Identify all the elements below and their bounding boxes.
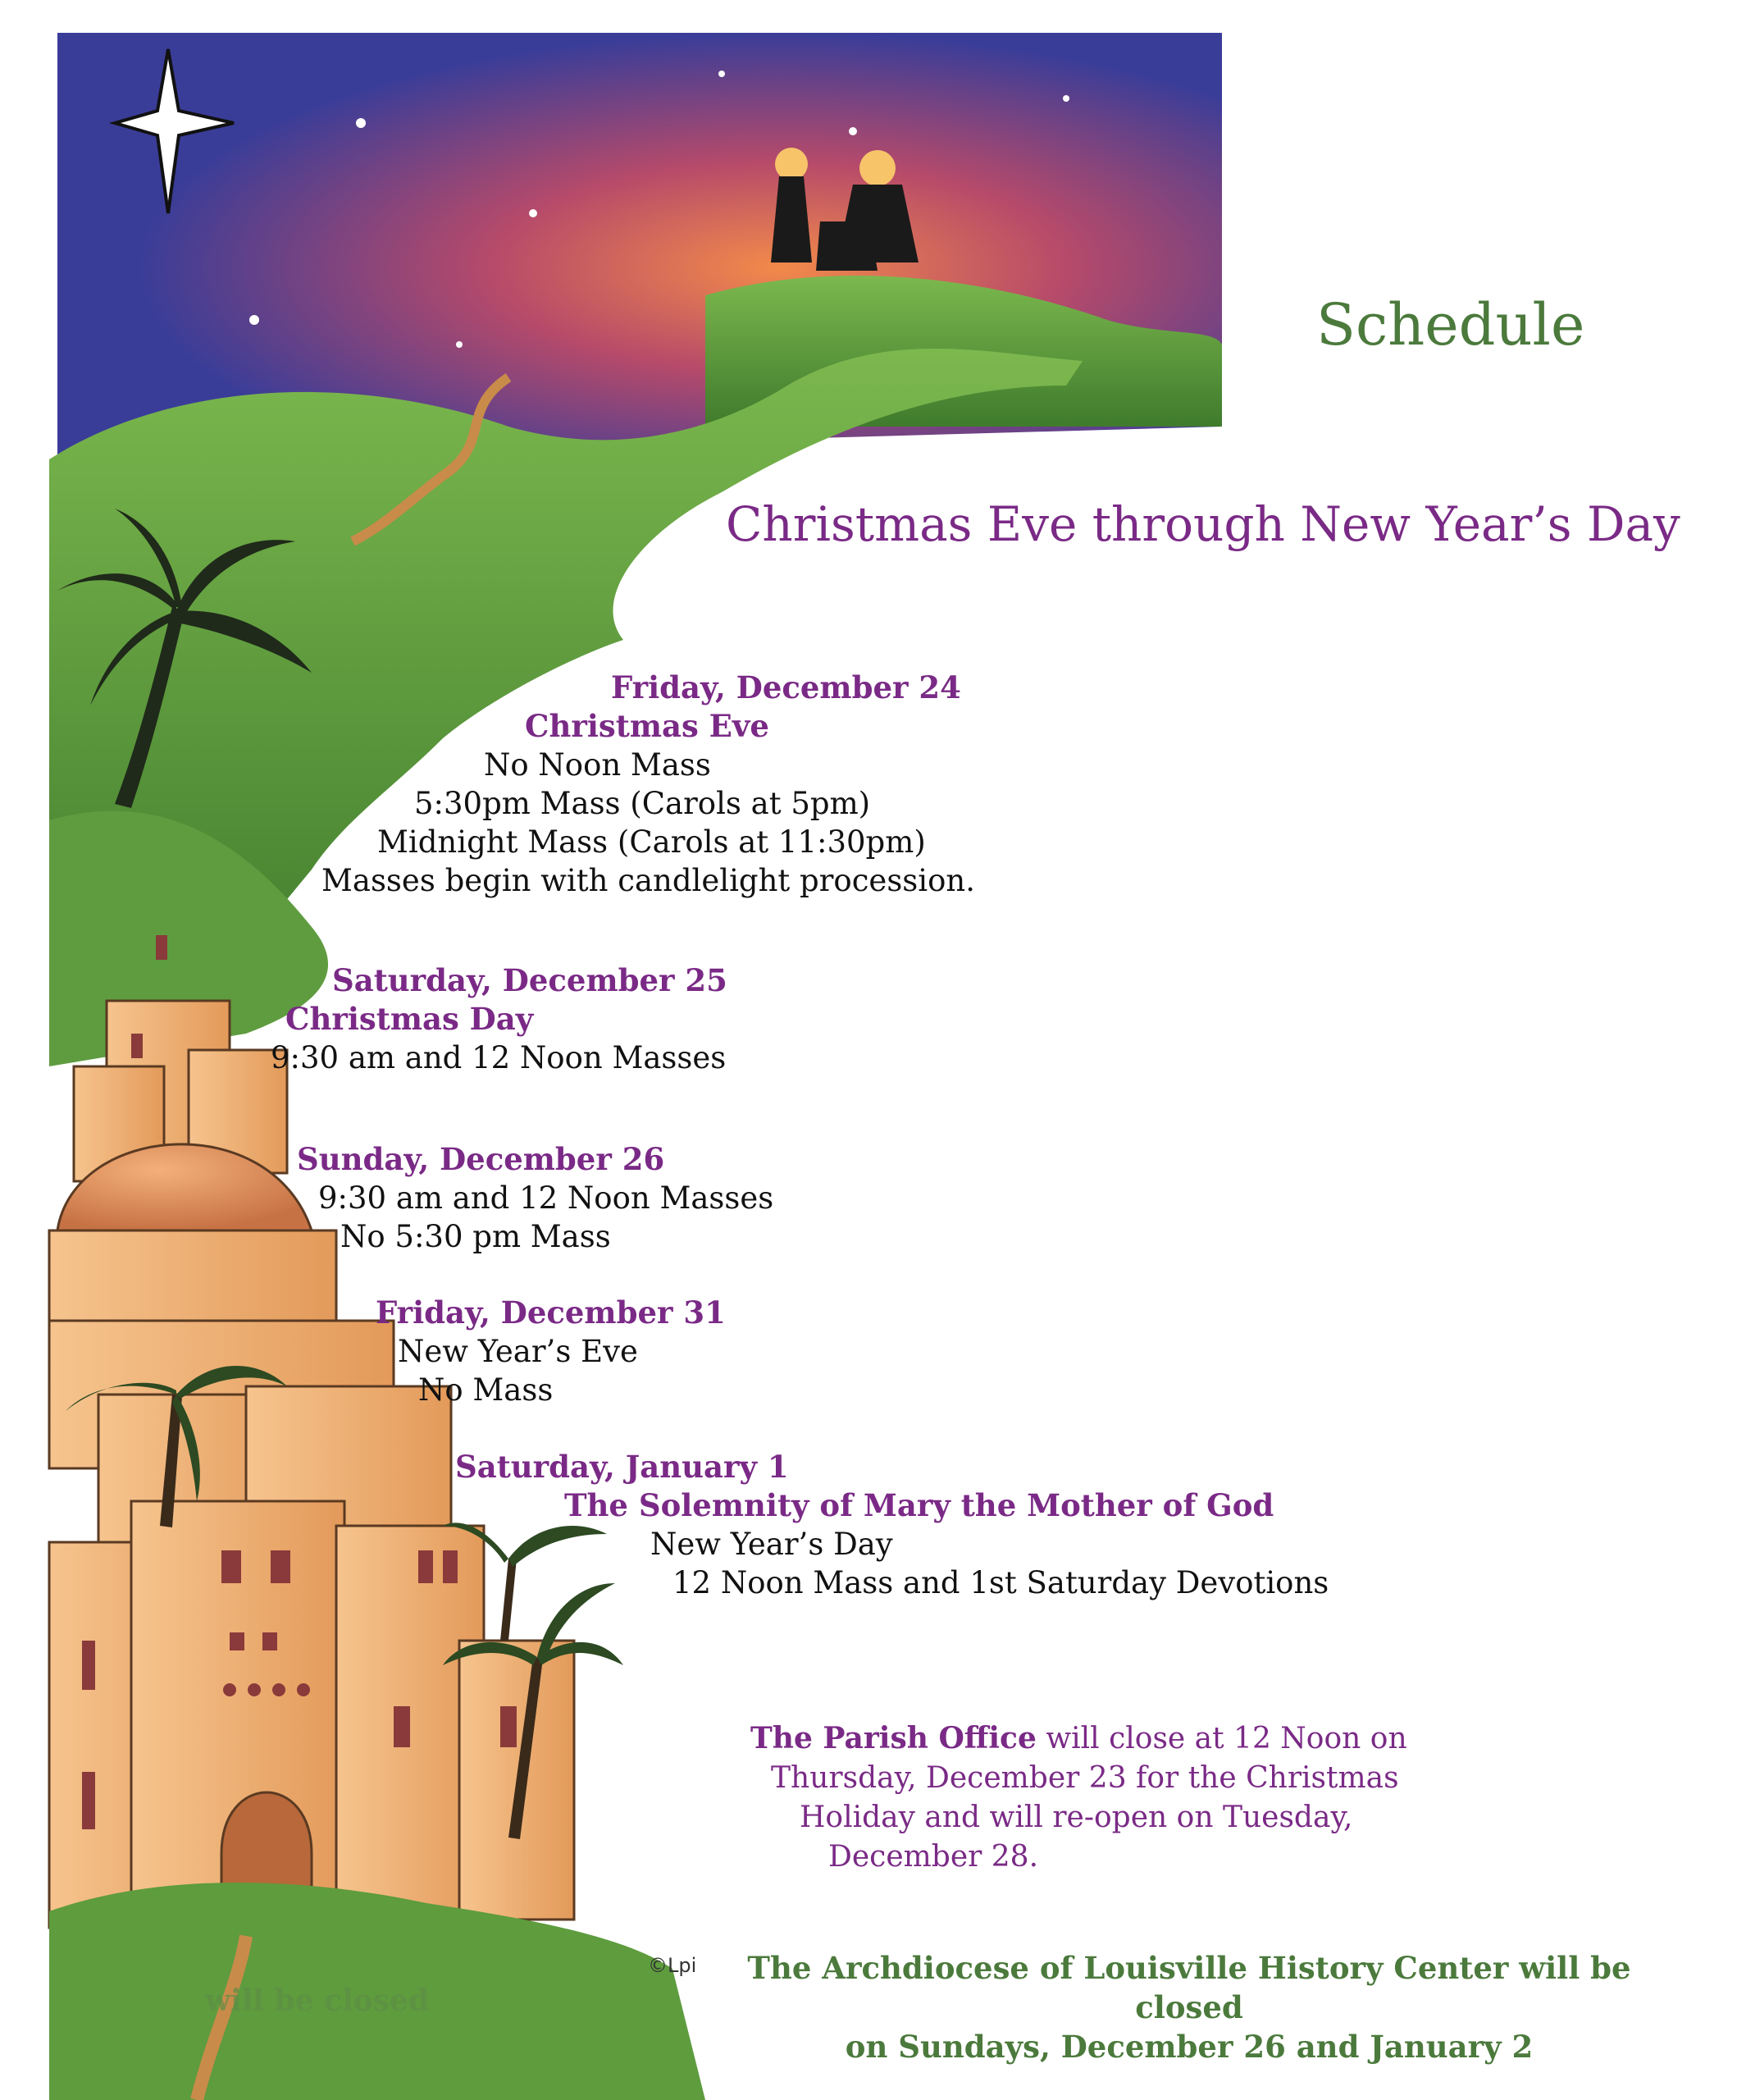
schedule-line: 5:30pm Mass (Carols at 5pm)	[414, 786, 871, 821]
date-range-title: Christmas Eve through New Year’s Day	[726, 496, 1680, 552]
faded-text: will be closed	[205, 1984, 430, 2018]
parish-office-label: The Parish Office	[750, 1721, 1037, 1755]
history-line: on Sundays, December 26 and January 2	[845, 2029, 1534, 2065]
schedule-line: 12 Noon Mass and 1st Saturday Devotions	[672, 1565, 1329, 1600]
parish-office-notice	[750, 1719, 1456, 1877]
schedule-line: 9:30 am and 12 Noon Masses	[318, 1180, 774, 1216]
copyright-mark: ©Lpi	[648, 1954, 697, 1977]
day-name: The Solemnity of Mary the Mother of God	[564, 1487, 1274, 1523]
schedule-line: No 5:30 pm Mass	[340, 1219, 611, 1254]
schedule-line: No Noon Mass	[484, 747, 711, 783]
schedule-line: No Mass	[418, 1372, 554, 1408]
schedule-line: 9:30 am and 12 Noon Masses	[271, 1040, 727, 1075]
bethlehem-city	[49, 935, 574, 1936]
notice-line: Holiday and will re-open on Tuesday,	[800, 1801, 1353, 1834]
day-date: Friday, December 31	[376, 1294, 726, 1331]
day-date: Saturday, January 1	[455, 1449, 789, 1485]
day-date: Saturday, December 25	[332, 962, 727, 998]
schedule-line: New Year’s Eve	[398, 1334, 638, 1369]
day-date: Sunday, December 26	[297, 1141, 665, 1177]
day-name: Christmas Eve	[525, 708, 769, 744]
history-center-notice	[722, 1948, 1657, 2066]
schedule-line: Midnight Mass (Carols at 11:30pm)	[377, 824, 926, 860]
schedule-title: Schedule	[1316, 291, 1585, 358]
notice-line: Thursday, December 23 for the Christmas	[771, 1761, 1399, 1795]
schedule-line: New Year’s Day	[650, 1527, 893, 1562]
notice-line: December 28.	[828, 1840, 1039, 1874]
schedule-line: Masses begin with candlelight procession.	[321, 863, 975, 898]
day-date: Friday, December 24	[611, 669, 961, 705]
history-line: The Archdiocese of Louisville History Center will be closed	[747, 1950, 1631, 2025]
day-name: Christmas Day	[285, 1001, 534, 1037]
notice-line: will close at 12 Noon on	[1046, 1722, 1407, 1755]
